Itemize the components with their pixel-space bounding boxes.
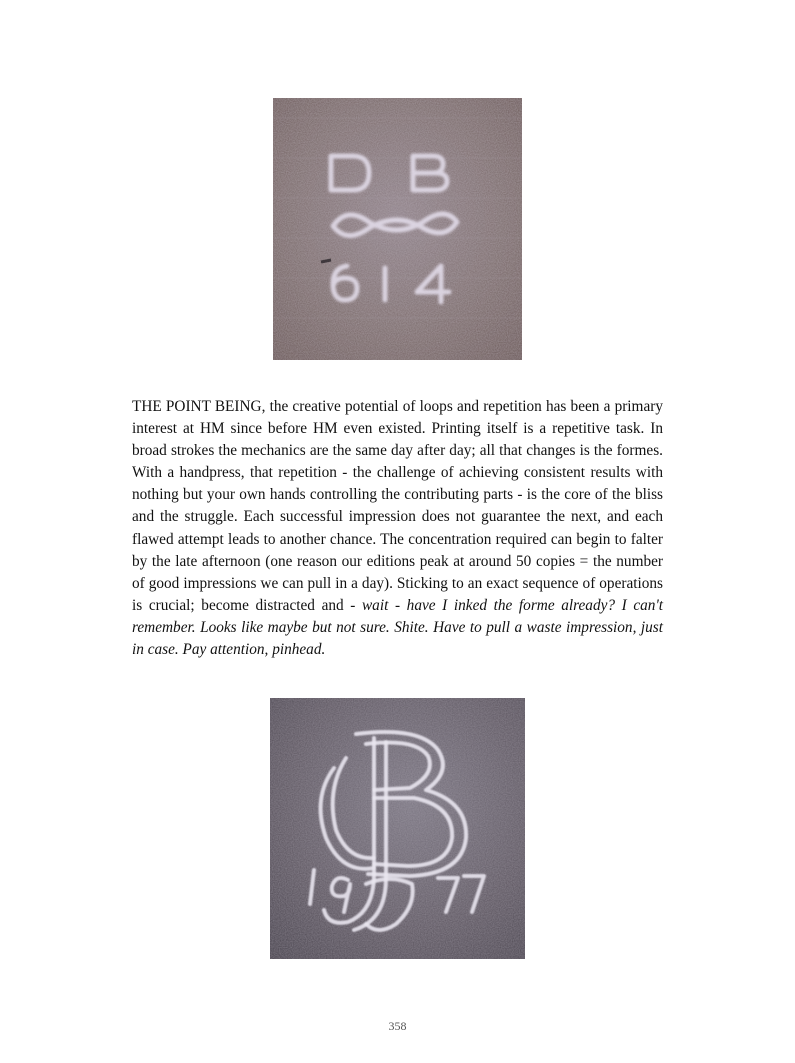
watermark-photo-jb-1977	[270, 698, 525, 959]
body-paragraph-italic: wait - have I inked the forme already? I can't remember. Looks like maybe but not sure. Shite. Have to pull a waste impression, just in case. Pay attention, pinhead.	[132, 596, 663, 659]
body-paragraph	[132, 396, 663, 661]
watermark-db-614-image	[273, 98, 522, 360]
watermark-jb-1977-image	[270, 698, 525, 959]
body-paragraph-text: THE POINT BEING, the creative potential of loops and repetition has been a primary interest at HM since before HM even existed. Printing itself is a repetitive task. In broad strokes the mechanics are the same day after day; all that changes is the formes. With a handpress, that repetition - the challenge of achieving consistent results with nothing but your own hands controlling the contributing parts - is the core of the bliss and the struggle. Each successful impression does not guarantee the next, and each flawed attempt leads to another chance. The concentration required can begin to falter by the late afternoon (one reason our editions peak at around 50 copies = the number of good impressions we can pull in a day). Sticking to an exact sequence of operations is crucial; become distracted and -	[132, 398, 663, 614]
watermark-photo-db-614	[273, 98, 522, 360]
page-number: 358	[388, 1019, 407, 1033]
